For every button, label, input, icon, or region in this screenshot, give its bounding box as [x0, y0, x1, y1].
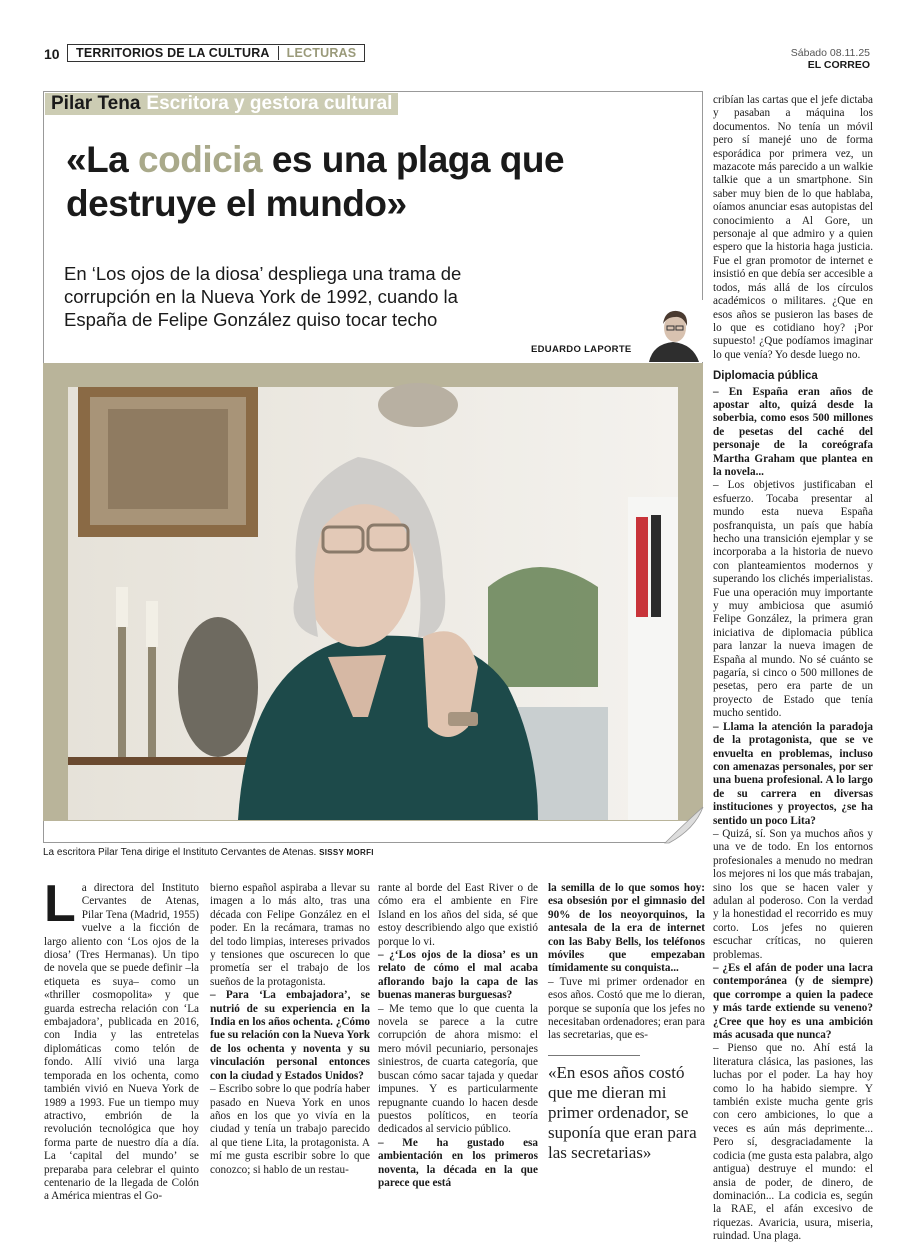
caption-text: La escritora Pilar Tena dirige el Instituto Cervantes de Atenas.: [43, 847, 317, 858]
pull-quote: «En esos años costó que me dieran mi primer ordenador, se suponía que eran para las secretarias»: [548, 1063, 697, 1162]
author-byline: EDUARDO LAPORTE: [531, 344, 632, 355]
kicker: [45, 93, 398, 115]
dateline: [791, 47, 870, 71]
headline-pre: «La: [66, 139, 139, 180]
interview-answer: cribían las cartas que el jefe dictaba y pasaban a máquina los documentos. No tenía un móvil pero sí manejé uno de forma esporádica por primera vez, un mazacote más parecido a un walkie talkie que a un smartphone. Sin saber muy bien de lo que hablaba, oíamos anunciar esas autopistas del conocimiento a Al Gore, un personaje al que admiro y a quien espero que la historia haga justicia. Fue el gran promotor de internet e insistió en que debía ser accesible a todos, más allá de los círculos académicos o militares. ¿Que en esos años se pusieron las bases de lo que es cotidiano hoy? ¡Por supuesto! ¿Que podíamos imaginar lo que venía? Yo desde luego no.: [713, 94, 873, 361]
section-name: TERRITORIOS DE LA CULTURA: [76, 46, 270, 60]
photo-caption: [43, 847, 374, 858]
body-column-3: [378, 882, 538, 1189]
headline: [66, 138, 666, 226]
body-paragraph: a directora del Instituto Cervantes de Atenas, Pilar Tena (Madrid, 1955) vuelve a la ficción de largo aliento con ‘Los ojos de la diosa’ (Tres Hermanas). Un tipo de novela que se puede definir –la etiqueta es suya– como un «thriller cosmopolita» y que guarda estrecha relación con ‘La embajadora’, publicada en 2016, con India y las entretelas diplomáticas como telón de fondo. Allí vivió una larga temporada en los ochenta, como también vivió en Nueva York de 1989 a 1993. Fue un tiempo muy atractivo, embrión de la revolución tecnológica que hoy forma parte de nuestro día a día. La ‘capital del mundo’ se preparaba para celebrar el quinto centenario de la llegada de Colón a América mientras el Go-: [44, 882, 199, 1203]
drop-cap: L: [44, 875, 76, 933]
kicker-role: Escritora y gestora cultural: [146, 93, 393, 114]
interview-question: – ¿‘Los ojos de la diosa’ es un relato de cómo el mal acaba aflorando bajo la capa de las buenas maneras burguesas?: [378, 949, 538, 1002]
headline-highlight: codicia: [138, 139, 263, 180]
right-column: [713, 94, 874, 1243]
interview-question: – ¿Es el afán de poder una lacra contemporánea (y de siempre) que corrompe a quien la padece y más tarde extiende su veneno? ¿Cree que hoy es una ambición más acusada que nunca?: [713, 962, 873, 1042]
interview-answer: – Quizá, sí. Son ya muchos años y una ve de todo. En los entornos profesionales a menudo no medran los mejores ni los que más trabajan, sino los que se hacen valer y adulan al poderoso. Con la verdad y la honestidad el recorrido es muy corto. Los jefes no quieren escuchar críticas, no quieren problemas.: [713, 827, 874, 961]
section-label: [67, 44, 365, 62]
interview-question: – Llama la atención la paradoja de la protagonista, que se ve envuelta en problemas, incluso con amenazas personales, por ser una buena profesional. A lo largo de su carrera en diversas instituciones y proyectos, ¿se ha sentido un poco Lita?: [713, 720, 873, 827]
interview-answer: – Pienso que no. Ahí está la literatura clásica, las pasiones, las luchas por el poder. La hay hoy como lo ha habido siempre. Y también existe mucha gente gris con cero ambiciones, lo que a veces es aún más deprimente... Pero sí, desgraciadamente la codicia (me gusta esta palabra, algo antigua) destruye el mundo: el ansia de poder, de dinero, de dominación... La codicia es, según la RAE, el afán excesivo de riquezas. Avaricia, usura, miseria, ruindad. Una plaga.: [713, 1042, 873, 1243]
pull-quote-rule: [548, 1055, 640, 1056]
body-column-4: [548, 882, 705, 1042]
interview-answer: – Escribo sobre lo que podría haber pasado en Nueva York en unos años en los que yo vivía en la ciudad y tenía un trabajo parecido al que tiene Lita, la protagonista. A mí me gusta escribir sobre lo que conozco; si hablo de un restau-: [210, 1083, 370, 1176]
newspaper-name: EL CORREO: [807, 59, 870, 71]
body-column-1: [44, 875, 199, 1203]
headline-post: es una plaga que destruye el mundo»: [66, 139, 565, 224]
deck: En ‘Los ojos de la diosa’ despliega una trama de corrupción en la Nueva York de 1992, cuando la España de Felipe González quiso tocar techo: [64, 263, 462, 330]
interview-question: – Para ‘La embajadora’, se nutrió de su experiencia en la India en los años ochenta. ¿Cómo fue su relación con la Nueva York de los ochenta y noventa y su vinculación personal entonces con la ciudad y Estados Unidos?: [210, 989, 370, 1082]
interview-question: – En España eran años de apostar alto, quizá desde la soberbia, como esos 500 millones de pesetas del caché del personaje de la coreógrafa Martha Graham que plantea en la novela...: [713, 385, 873, 478]
photo-credit: SISSY MORFI: [319, 848, 374, 857]
interview-answer: – Tuve mi primer ordenador en esos años. Costó que me lo dieran, porque se suponía que los jefes no necesitaban ordenadores; eran para las secretarias, que es-: [548, 975, 705, 1042]
subheading: Diplomacia pública: [713, 370, 818, 383]
interview-question: la semilla de lo que somos hoy: esa obsesión por el gimnasio del 90% de los neoyorquinos, la antesala de la era de internet con las Baby Bells, los teléfonos móviles que empezaban tímidamente su conquista...: [548, 882, 705, 975]
subsection-name: LECTURAS: [278, 46, 365, 60]
portrait-photo: [68, 387, 678, 820]
kicker-name: Pilar Tena: [51, 93, 141, 114]
body-paragraph: bierno español aspiraba a llevar su imagen a lo más alto, tras una década con Felipe González en el poder. En la recámara, tramas no del todo limpias, intereses privados y tensiones que oscurecen lo que prometía ser el trabajo de los sueños de la protagonista.: [210, 882, 370, 988]
page-curl-icon: [665, 807, 703, 843]
body-column-2: [210, 882, 370, 1176]
interview-answer: – Los objetivos justificaban el esfuerzo. Tocaba presentar al mundo esta nueva España posfranquista, un país que había hecho una transición ejemplar y se incorporaba a la historia de nuevo con planteamientos modernos y superando los clichés imperialistas. Fue una operación muy importante y muy ambiciosa que asumió Felipe González, la primera gran iniciativa de diplomacia pública para lanzar la nueva imagen de España al mundo. No sé cuánto se pagaría, si cinco o 500 millones de pesetas, pero era parte de un proyecto de Estado que tenía mucho sentido.: [713, 479, 873, 720]
page-number: 10: [44, 46, 60, 62]
body-paragraph: rante al borde del East River o de cómo era el ambiente en Fire Island en los años del sida, sé que estoy describiendo algo que existió porque lo vi.: [378, 882, 538, 948]
interview-answer: – Me temo que lo que cuenta la novela se parece a la cutre corrupción de ahora mismo: el mero móvil pecuniario, personajes siniestros, de cuarta categoría, que buscan cómo sacar tajada y quedar impunes. Y es particularmente repugnante cuando lo hacen desde puestos políticos, en teoría dedicados al servicio público.: [378, 1002, 538, 1136]
author-avatar: [643, 300, 703, 362]
issue-date: Sábado 08.11.25: [790, 47, 870, 59]
interview-question: – Me ha gustado esa ambientación en los primeros noventa, la década en la que parece que está: [378, 1136, 538, 1189]
